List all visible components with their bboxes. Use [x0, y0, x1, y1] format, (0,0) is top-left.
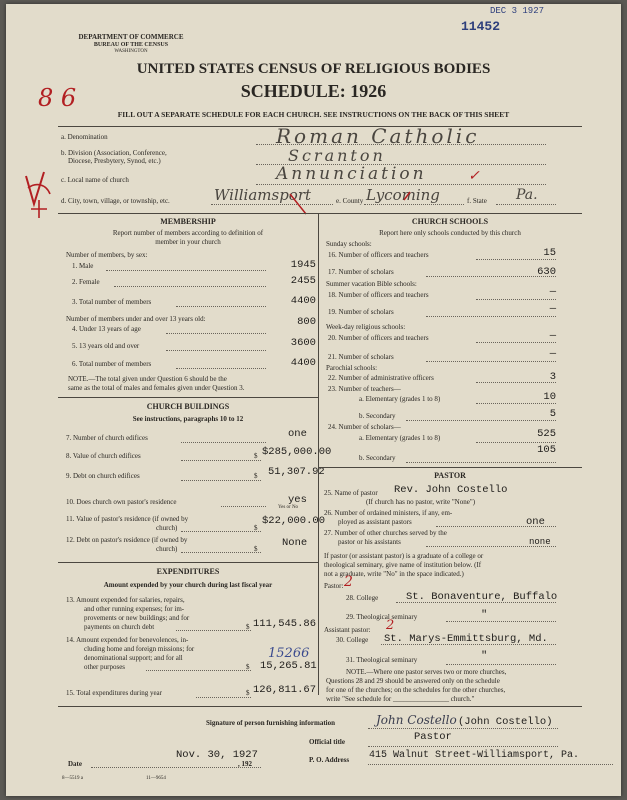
pastor-pen-mark: 2 — [344, 574, 353, 590]
handwritten-mark-top-left: 8 6 — [38, 84, 77, 112]
q27-label-1: 27. Number of other churches served by the — [324, 529, 447, 537]
denomination-label: a. Denomination — [61, 133, 108, 141]
q24-label: 24. Number of scholars— — [328, 423, 401, 431]
official-title-value: Pastor — [414, 731, 452, 743]
q10-value: yes — [288, 494, 307, 506]
q9-value: 51,307.92 — [268, 466, 325, 478]
q13-label-3: provements or new buildings; and for — [84, 614, 190, 622]
q9-label: 9. Debt on church edifices — [66, 472, 140, 480]
q24a-label: a. Elementary (grades 1 to 8) — [359, 434, 441, 442]
q7-value: one — [288, 428, 307, 440]
schools-heading: CHURCH SCHOOLS — [411, 217, 489, 226]
county-label: e. County — [336, 197, 364, 205]
q29-label: 29. Theological seminary — [346, 613, 418, 621]
state-label: f. State — [467, 197, 487, 205]
q14-label-1: 14. Amount expended for benevolences, in- — [66, 636, 189, 644]
church-name-value: Annunciation — [276, 164, 427, 184]
po-address-value: 415 Walnut Street-Williamsport, Pa. — [369, 750, 580, 761]
q11-label-1: 11. Value of pastor's residence (if owned by — [66, 515, 189, 523]
printed-year: , 192 — [238, 760, 252, 768]
q23-label: 23. Number of teachers— — [328, 385, 401, 393]
q14-label-2: cluding home and foreign missions; for — [84, 645, 195, 653]
q23b-label: b. Secondary — [359, 412, 396, 420]
pastor-note-3: for one of the churches; on the schedules for the other churches, — [326, 686, 506, 694]
q17-value: 630 — [537, 266, 556, 278]
city-name: WASHINGTON — [114, 49, 148, 54]
official-title-label: Official title — [309, 738, 345, 746]
members-by-sex-label: Number of members, by sex: — [66, 251, 148, 259]
q12-value: None — [282, 537, 308, 549]
buildings-subheading: See instructions, paragraphs 10 to 12 — [132, 415, 244, 423]
membership-note-1: NOTE.—The total given under Question 6 should be the — [68, 375, 227, 383]
q7-label: 7. Number of church edifices — [66, 434, 148, 442]
county-value: Lycoming — [366, 186, 440, 204]
q14-pen-value: 15266 — [268, 646, 310, 661]
q13-label-1: 13. Amount expended for salaries, repairs, — [66, 596, 185, 604]
file-number-stamp: 11452 — [461, 19, 501, 34]
q4-value: 800 — [297, 316, 316, 328]
q21-value: — — [549, 348, 556, 360]
parochial-schools-label: Parochial schools: — [326, 364, 378, 372]
q17-label: 17. Number of scholars — [328, 268, 394, 276]
q2-value: 2455 — [290, 275, 316, 287]
expenditures-subheading: Amount expended by your church during last fiscal year — [103, 581, 273, 589]
q11-value: $22,000.00 — [262, 515, 326, 527]
membership-heading: MEMBERSHIP — [160, 217, 216, 226]
q26-value: one — [526, 516, 545, 528]
summer-schools-label: Summer vacation Bible schools: — [326, 280, 417, 288]
po-address-label: P. O. Address — [309, 756, 350, 764]
received-date-stamp: DEC 3 1927 — [490, 6, 545, 16]
q13-label-2: and other running expenses; for im- — [84, 605, 185, 613]
q12-label-2: church) — [156, 545, 178, 553]
assistant-pen-mark: 2 — [386, 618, 395, 633]
membership-intro-2: member in your church — [155, 238, 221, 246]
q8-label: 8. Value of church edifices — [66, 452, 141, 460]
expenditures-heading: EXPENDITURES — [156, 567, 220, 576]
q22-value: 3 — [549, 371, 556, 383]
q23a-value: 10 — [543, 391, 556, 403]
yes-no-hint: Yes or No — [278, 505, 299, 510]
instructions-line: FILL OUT A SEPARATE SCHEDULE FOR EACH CHURCH. SEE INSTRUCTIONS ON THE BACK OF THIS SHEET — [117, 110, 510, 119]
q3-label: 3. Total number of members — [72, 298, 152, 306]
q31-value: " — [481, 650, 488, 662]
red-check-mark: ✓ — [468, 168, 480, 184]
q5-value: 3600 — [290, 337, 316, 349]
bureau-name: BUREAU OF THE CENSUS — [93, 42, 169, 48]
pastor-note-1: NOTE.—Where one pastor serves two or more churches, — [346, 668, 507, 676]
q5-label: 5. 13 years old and over — [72, 342, 140, 350]
q12-label-1: 12. Debt on pastor's residence (if owned by — [66, 536, 188, 544]
signature-typed-name: (John Costello) — [458, 716, 553, 728]
state-value: Pa. — [516, 187, 538, 203]
form-number-1: 8—5519 a — [62, 776, 83, 781]
q16-value: 15 — [543, 247, 556, 259]
division-label-1: b. Division (Association, Conference, — [61, 149, 167, 157]
q22-label: 22. Number of administrative officers — [328, 374, 434, 382]
membership-intro-1: Report number of members according to definition of — [112, 229, 264, 237]
q15-label: 15. Total expenditures during year — [66, 689, 162, 697]
q11-label-2: church) — [156, 524, 178, 532]
q13-label-4: payments on church debt — [84, 623, 155, 631]
q1-label: 1. Male — [72, 262, 94, 270]
city-value: Williamsport — [214, 186, 312, 204]
age-group-label: Number of members under and over 13 years old: — [66, 315, 206, 323]
graduate-note-1: If pastor (or assistant pastor) is a graduate of a college or — [324, 552, 484, 560]
pastor-subheading: Pastor: — [324, 582, 344, 590]
q21-label: 21. Number of scholars — [328, 353, 394, 361]
q8-value: $285,000.00 — [262, 446, 332, 458]
q10-label: 10. Does church own pastor's residence — [66, 498, 177, 506]
q15-value: 126,811.67 — [253, 684, 317, 696]
q23b-value: 5 — [549, 408, 556, 420]
q6-label: 6. Total number of members — [72, 360, 152, 368]
church-name-label: c. Local name of church — [61, 176, 129, 184]
q23a-label: a. Elementary (grades 1 to 8) — [359, 395, 441, 403]
q25-hint: (If church has no pastor, write "None") — [366, 498, 476, 506]
division-label-2: Diocese, Presbytery, Synod, etc.) — [68, 157, 161, 165]
q1-value: 1945 — [290, 259, 316, 271]
q20-label: 20. Number of officers and teachers — [328, 334, 429, 342]
weekday-schools-label: Week-day religious schools: — [326, 323, 406, 331]
q28-label: 28. College — [346, 594, 379, 602]
date-value: Nov. 30, 1927 — [176, 749, 258, 761]
q18-value: — — [549, 286, 556, 298]
q13-value: 111,545.86 — [253, 618, 317, 630]
graduate-note-2: theological seminary, give name of institution below. (If — [324, 561, 482, 569]
q31-label: 31. Theological seminary — [346, 656, 418, 664]
form-number-2: 11—9654 — [146, 776, 166, 781]
buildings-heading: CHURCH BUILDINGS — [146, 402, 230, 411]
pastor-heading: PASTOR — [434, 471, 466, 480]
q24b-value: 105 — [537, 444, 556, 456]
q16-label: 16. Number of officers and teachers — [328, 251, 429, 259]
q24b-label: b. Secondary — [359, 454, 396, 462]
assistant-pastor-subheading: Assistant pastor: — [324, 626, 371, 634]
q20-value: — — [549, 330, 556, 342]
form-title: UNITED STATES CENSUS OF RELIGIOUS BODIES — [136, 61, 491, 77]
sunday-schools-label: Sunday schools: — [326, 240, 372, 248]
graduate-note-3: not a graduate, write "No" in the space indicated.) — [324, 570, 464, 578]
census-schedule-sheet: DEC 3 1927 11452 DEPARTMENT OF COMMERCE BUREAU OF THE CENSUS WASHINGTON UNITED STATES CENSUS OF RELIGIOUS BODIES SCHEDULE: 1926 FILL OUT A SEPARATE SCHEDULE FOR EACH CHURCH. SEE INSTRUCTIONS ON THE BACK OF THIS SHEET 8 6 a. Denomination Roman Catholic b. Division (Association, Conference, Diocese, Presbytery, Synod, etc.) Scranton c. Local name of church Annunciation ✓ d. City, town, village, or township, etc. Williamsport e. County Lycoming f. State Pa. MEMBERSHIP Report number of members according to definition of member in your church Number of members, by sex: 1. Male 1945 2. Female 2455 3. Total number of members 4400 Number of members under and over 13 years old: 4. Under 13 years of age 800 5. 13 years old and over 3600 6. Total number of members 4400 NOTE.—The total given under Question 6 should be the same as the total of males and females given under Question 3. CHURCH BUILDINGS See instructions, paragraphs 10 to 12 7. Number of church edifices one 8. Value of church edifices $ $285,000.00 9. Debt on church edifices $ 51,307.92 10. Does church own pastor's residence yes Yes or No 11. Value of pastor's residence (if owned by church) $ $22,000.00 12. Debt on pastor's residence (if owned by church) $ None EXPENDITURES Amount expended by your church during last fiscal year 13. Amount expended for salaries, repairs, and other running expenses; for im- provements or new buildings; and for payments on church debt $ 111,545.86 14. Amount expended for benevolences, in- cluding home and foreign missions; for denominational support; and for all other purposes 15266 $ 15,265.81 15. Total expenditures during year $ 126,811.67 CHURCH SCHOOLS Report here only schools conducted by this church Sunday schools: 16. Number of officers and teachers 15 17. Number of scholars 630 Summer vacation Bible schools: 18. Number of officers and teachers — 19. Number of scholars — Week-day religious schools: 20. Number of officers and teachers — 21. Number of scholars — Parochial schools: 22. Number of administrative officers 3 23. Number of teachers— a. Elementary (grades 1 to 8) 10 b. Secondary 5 24. Number of scholars— a. Elementary (grades 1 to 8) 525 b. Secondary 105 PASTOR 25. Name of pastor Rev. John Costello (If church has no pastor, write "None") 26. Number of ordained ministers, if any, em- ployed as assistant pastors one 27. Number of other churches served by the pastor or his assistants none If pastor (or assistant pastor) is a graduate of a college or theological seminary, give name of institution below. (If not a graduate, write "No" in the space indicated.) Pastor: 2 28. College St. Bonaventure, Buffalo 29. Theological seminary " Assistant pastor: 2 30. College St. Marys-Emmittsburg, Md. 31. Theological seminary " NOTE.—Where one pastor serves two or more churches, Questions 28 and 29 should be answered only on the schedule for one of the churches; on the schedules for the other churches, write "See schedule for ________________ church." Signature of person furnishing information John Costello (John Costello) Official title Pastor Date Nov. 30, 1927 , 192 P. O. Address 415 Walnut Street-Williamsport, Pa. 8—5519 a 11—9654 — [6, 4, 621, 796]
q25-label: 25. Name of pastor — [324, 489, 378, 497]
q30-label: 30. College — [336, 636, 369, 644]
signature-value: John Costello — [376, 713, 457, 727]
pastor-note-2: Questions 28 and 29 should be answered only on the schedule — [326, 677, 500, 685]
signature-label: Signature of person furnishing information — [206, 719, 335, 727]
city-label: d. City, town, village, or township, etc. — [61, 197, 170, 205]
q4-label: 4. Under 13 years of age — [72, 325, 141, 333]
q27-value: none — [529, 537, 551, 547]
q2-label: 2. Female — [72, 278, 100, 286]
q19-value: — — [549, 303, 556, 315]
pastor-note-4: write "See schedule for ________________ church." — [326, 695, 475, 703]
q14-label-3: denominational support; and for all — [84, 654, 183, 662]
schools-intro: Report here only schools conducted by this church — [379, 229, 521, 237]
q27-label-2: pastor or his assistants — [338, 538, 401, 546]
q14-label-4: other purposes — [84, 663, 126, 671]
q29-value: " — [481, 609, 488, 621]
q3-value: 4400 — [290, 295, 316, 307]
schedule-title: SCHEDULE: 1926 — [240, 81, 387, 101]
q25-value: Rev. John Costello — [394, 484, 508, 496]
division-value: Scranton — [288, 146, 386, 165]
date-label: Date — [68, 760, 82, 768]
q19-label: 19. Number of scholars — [328, 308, 394, 316]
q18-label: 18. Number of officers and teachers — [328, 291, 429, 299]
membership-note-2: same as the total of males and females given under Question 3. — [68, 384, 245, 392]
department-name: DEPARTMENT OF COMMERCE — [78, 33, 184, 41]
q26-label-1: 26. Number of ordained ministers, if any, em- — [324, 509, 453, 517]
q24a-value: 525 — [537, 428, 556, 440]
q14-value: 15,265.81 — [260, 660, 317, 672]
q26-label-2: ployed as assistant pastors — [338, 518, 412, 526]
q6-value: 4400 — [290, 357, 316, 369]
q30-value: St. Marys-Emmittsburg, Md. — [384, 633, 548, 645]
denomination-value: Roman Catholic — [276, 124, 480, 148]
q28-value: St. Bonaventure, Buffalo — [406, 591, 558, 603]
